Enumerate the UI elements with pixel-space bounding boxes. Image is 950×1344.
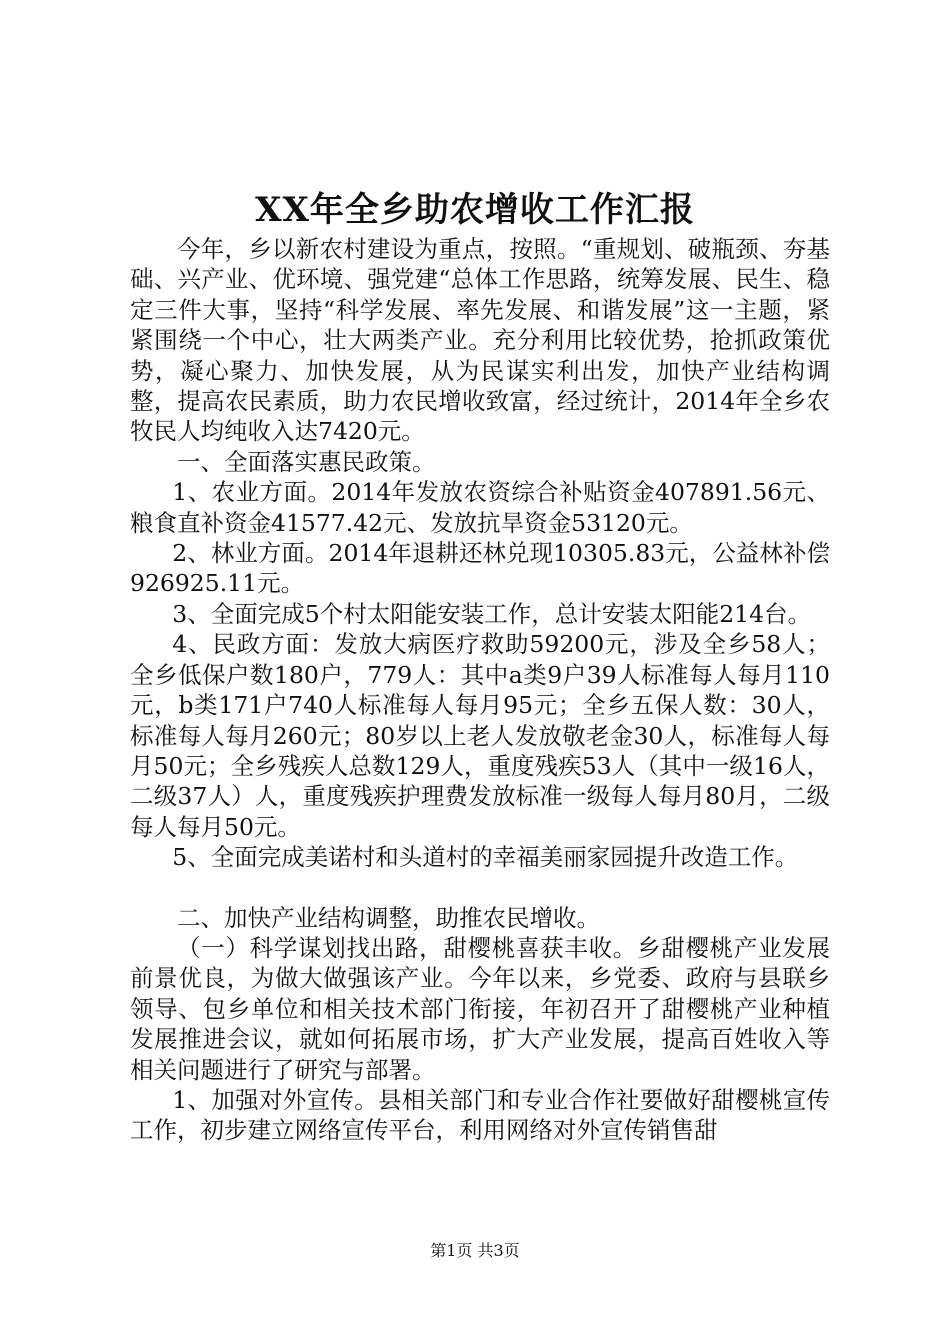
paragraph-spacer bbox=[130, 873, 830, 903]
section-heading-2: 二、加快产业结构调整，助推农民增收。 bbox=[177, 903, 600, 932]
section-heading-1: 一、全面落实惠民政策。 bbox=[177, 447, 436, 476]
paragraph-agriculture: 1、农业方面。2014年发放农资综合补贴资金407891.56元、粮食直补资金41577.42元、发放抗旱资金53120元。 bbox=[130, 478, 830, 537]
paragraph-intro: 今年，乡以新农村建设为重点，按照。“重规划、破瓶颈、夯基础、兴产业、优环境、强党建“总体工作思路，统筹发展、民生、稳定三件大事，坚持“科学发展、率先发展、和谐发展”这一主题，紧紧围绕一个中心，壮大两类产业。充分利用比较优势，抢抓政策优势，凝心聚力、加快发展，从为民谋实利出发，加快产业结构调整，提高农民素质，助力农民增收致富，经过统计，2014年全乡农牧民人均纯收入达7420元。 bbox=[130, 235, 830, 446]
paragraph-civil-affairs: 4、民政方面：发放大病医疗救助59200元，涉及全乡58人；全乡低保户数180户，779人：其中a类9户39人标准每人每月110元，b类171户740人标准每人每月95元；全乡五保人数：30人，标准每人每月260元；80岁以上老人发放敬老金30人，标准每人每月50元；全乡残疾人总数129人，重度残疾53人（其中一级16人，二级37人）人，重度残疾护理费发放标准一级每人每月80月，二级每人每月50元。 bbox=[130, 630, 830, 841]
paragraph-publicity: 1、加强对外宣传。县相关部门和专业合作社要做好甜樱桃宣传工作，初步建立网络宣传平台，利用网络对外宣传销售甜 bbox=[130, 1085, 830, 1145]
paragraph-solar: 3、全面完成5个村太阳能安装工作，总计安装太阳能214台。 bbox=[172, 599, 812, 628]
paragraph-cherry-industry: （一）科学谋划找出路，甜樱桃喜获丰收。乡甜樱桃产业发展前景优良，为做大做强该产业。今年以来，乡党委、政府与县联乡领导、包乡单位和相关技术部门衔接，年初召开了甜樱桃产业种植发展推进会议，就如何拓展市场，扩大产业发展，提高百姓收入等相关问题进行了研究与部署。 bbox=[130, 933, 830, 1084]
paragraph-village-renovation: 5、全面完成美诺村和头道村的幸福美丽家园提升改造工作。 bbox=[172, 843, 799, 872]
page-footer: 第1页 共3页 bbox=[430, 1241, 520, 1260]
document-body bbox=[130, 234, 830, 1146]
page-title: XX年全乡助农增收工作汇报 bbox=[255, 190, 695, 230]
paragraph-forestry: 2、林业方面。2014年退耕还林兑现10305.83元，公益林补偿926925.11元。 bbox=[130, 539, 830, 598]
